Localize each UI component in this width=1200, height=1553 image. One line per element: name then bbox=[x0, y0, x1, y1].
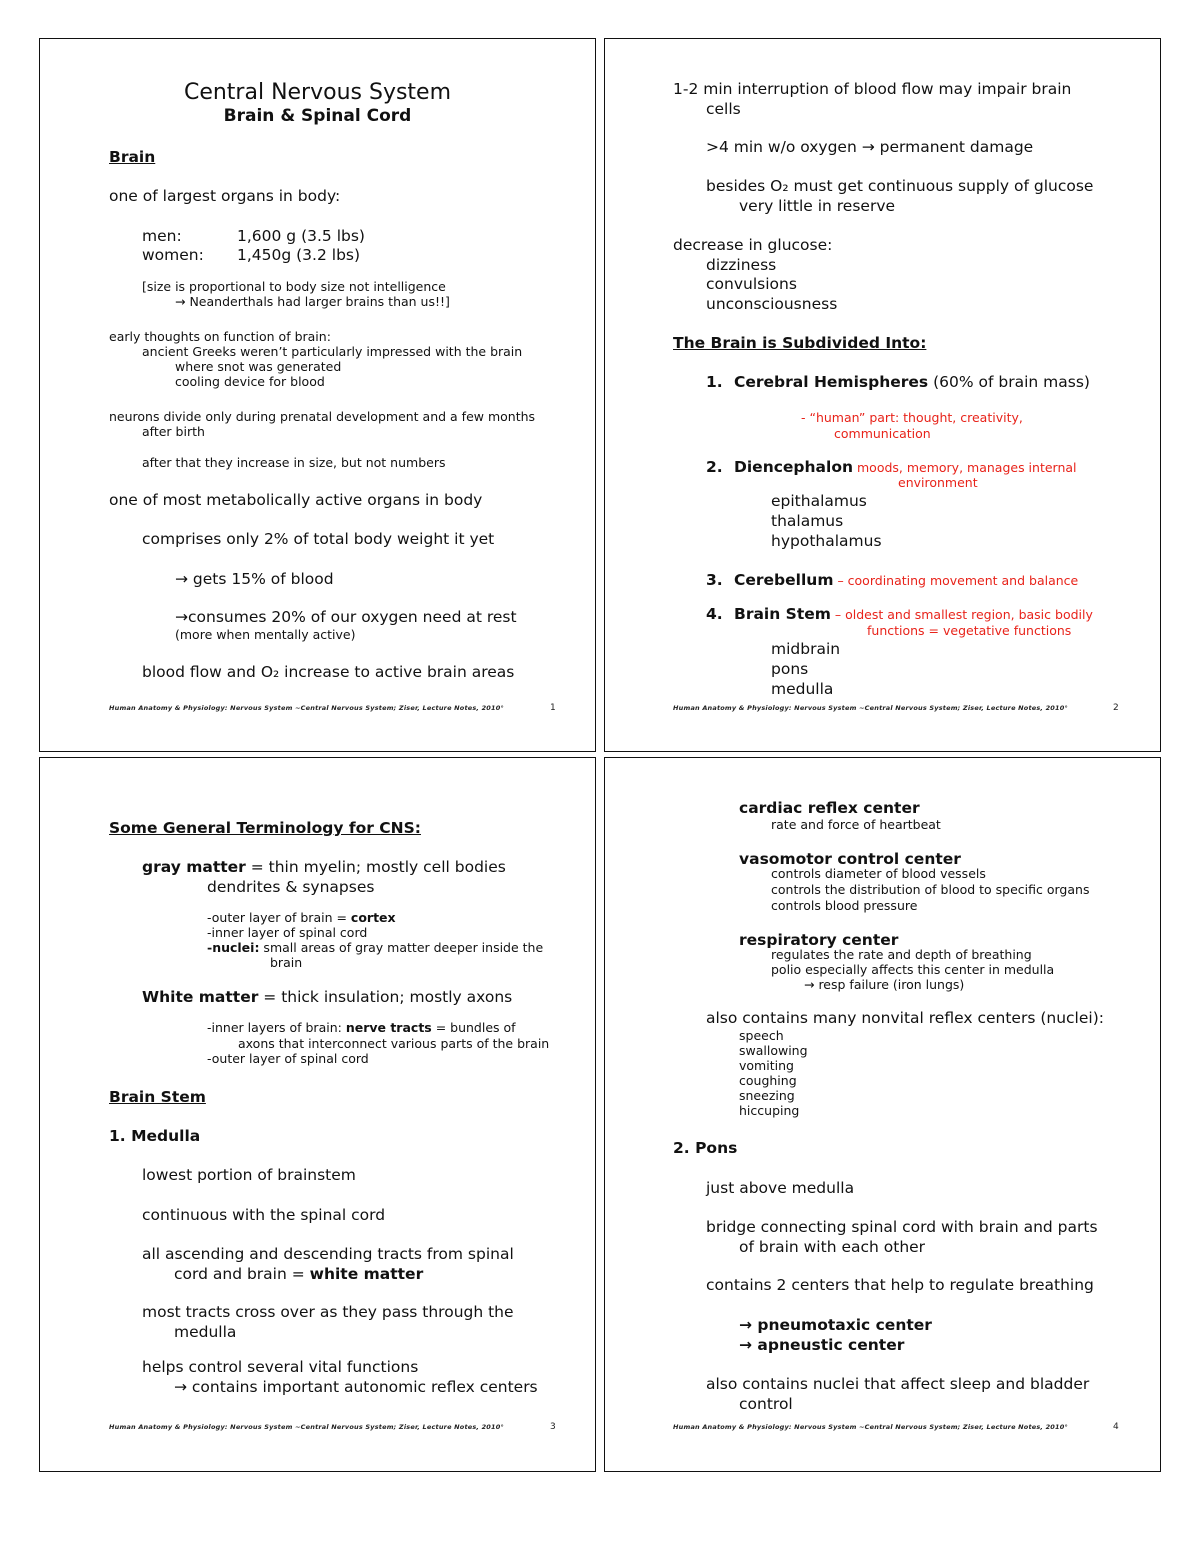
text-line: cells bbox=[706, 100, 741, 118]
list-item-detail: (60% of brain mass) bbox=[928, 373, 1090, 391]
gray-matter-line bbox=[142, 858, 506, 876]
list-item-title: Diencephalon bbox=[734, 458, 854, 476]
term: white matter bbox=[309, 1265, 424, 1283]
text-line: all ascending and descending tracts from spinal bbox=[142, 1245, 514, 1263]
text-line: -outer layer of spinal cord bbox=[207, 1051, 369, 1066]
red-note: moods, memory, manages internal bbox=[853, 460, 1077, 475]
list-item-title: Cerebellum bbox=[734, 571, 834, 589]
list-number: 4. bbox=[706, 605, 723, 623]
text-line: where snot was generated bbox=[175, 359, 342, 374]
text-line: axons that interconnect various parts of the brain bbox=[238, 1036, 550, 1051]
text-line: very little in reserve bbox=[739, 197, 896, 215]
list-item: sneezing bbox=[739, 1088, 795, 1103]
page-number: 3 bbox=[550, 1422, 556, 1432]
text-line: rate and force of heartbeat bbox=[771, 817, 941, 832]
center-heading: cardiac reflex center bbox=[739, 799, 920, 817]
text-line: unconsciousness bbox=[706, 295, 838, 313]
red-note: - “human” part: thought, creativity, bbox=[801, 410, 1023, 425]
text-line: regulates the rate and depth of breathing bbox=[771, 947, 1032, 962]
text-line: [size is proportional to body size not intelligence bbox=[142, 279, 446, 294]
text-line: -inner layer of spinal cord bbox=[207, 925, 368, 940]
center-heading: vasomotor control center bbox=[739, 850, 961, 868]
section-heading-brain: Brain bbox=[109, 148, 156, 166]
men-label: men: bbox=[142, 227, 182, 245]
red-note: – coordinating movement and balance bbox=[833, 573, 1079, 588]
text-line: midbrain bbox=[771, 640, 841, 658]
list-item-title: Cerebral Hemispheres bbox=[734, 373, 929, 391]
text-line: dendrites & synapses bbox=[207, 878, 375, 896]
center-item: → apneustic center bbox=[739, 1336, 905, 1354]
slide-title: Central Nervous System bbox=[183, 80, 452, 105]
section-heading-subdivided: The Brain is Subdivided Into: bbox=[673, 334, 927, 352]
term: -nuclei: bbox=[207, 940, 260, 955]
page-number: 4 bbox=[1113, 1422, 1119, 1432]
list-number: 3. bbox=[706, 571, 723, 589]
text-part: cord and brain = bbox=[174, 1265, 310, 1283]
list-item: coughing bbox=[739, 1073, 797, 1088]
text-line: >4 min w/o oxygen → permanent damage bbox=[706, 138, 1034, 156]
text-line bbox=[174, 1265, 423, 1283]
term: White matter bbox=[142, 988, 259, 1006]
slide-footer: Human Anatomy & Physiology: Nervous System ~Central Nervous System; Ziser, Lecture Notes, 2010° bbox=[673, 1423, 1068, 1431]
text-line: after that they increase in size, but not numbers bbox=[142, 455, 446, 470]
text-line: besides O₂ must get continuous supply of glucose bbox=[706, 177, 1094, 195]
term: nerve tracts bbox=[345, 1020, 432, 1035]
text-line: hypothalamus bbox=[771, 532, 882, 550]
text-line: dizziness bbox=[706, 256, 777, 274]
text-part: = bundles of bbox=[431, 1020, 516, 1035]
list-item-cerebral bbox=[734, 373, 1090, 391]
slide-1 bbox=[39, 38, 596, 752]
text-line: bridge connecting spinal cord with brain and parts bbox=[706, 1218, 1098, 1236]
text-line: also contains many nonvital reflex centers (nuclei): bbox=[706, 1009, 1104, 1027]
text-part: -inner layers of brain: bbox=[207, 1020, 346, 1035]
text-line: controls diameter of blood vessels bbox=[771, 866, 986, 881]
list-item-title: Brain Stem bbox=[734, 605, 831, 623]
text-line: → Neanderthals had larger brains than us!!] bbox=[175, 294, 450, 309]
slide-footer: Human Anatomy & Physiology: Nervous System ~Central Nervous System; Ziser, Lecture Notes, 2010° bbox=[109, 704, 504, 712]
text-line: 1-2 min interruption of blood flow may impair brain bbox=[673, 80, 1072, 98]
list-number: 2. bbox=[706, 458, 723, 476]
text-line: one of largest organs in body: bbox=[109, 187, 341, 205]
section-heading-medulla: 1. Medulla bbox=[109, 1127, 201, 1145]
text-line: → gets 15% of blood bbox=[175, 570, 334, 588]
list-item: hiccuping bbox=[739, 1103, 800, 1118]
list-item-cerebellum bbox=[734, 571, 1078, 590]
text-line: controls the distribution of blood to specific organs bbox=[771, 882, 1090, 897]
red-note: – oldest and smallest region, basic bodily bbox=[830, 607, 1093, 622]
text-part: small areas of gray matter deeper inside the bbox=[259, 940, 544, 955]
list-number: 1. bbox=[706, 373, 723, 391]
slide-2 bbox=[604, 38, 1161, 752]
women-label: women: bbox=[142, 246, 204, 264]
text-line bbox=[207, 911, 396, 926]
slide-footer: Human Anatomy & Physiology: Nervous System ~Central Nervous System; Ziser, Lecture Notes, 2010° bbox=[109, 1423, 504, 1431]
text-line: also contains nuclei that affect sleep and bladder bbox=[706, 1375, 1090, 1393]
text-line: epithalamus bbox=[771, 492, 867, 510]
red-note: environment bbox=[898, 475, 978, 490]
definition: = thick insulation; mostly axons bbox=[258, 988, 513, 1006]
red-note: communication bbox=[834, 426, 931, 441]
slide-footer: Human Anatomy & Physiology: Nervous System ~Central Nervous System; Ziser, Lecture Notes, 2010° bbox=[673, 704, 1068, 712]
section-heading-pons: 2. Pons bbox=[673, 1139, 738, 1157]
text-line: helps control several vital functions bbox=[142, 1358, 419, 1376]
red-note: functions = vegetative functions bbox=[867, 623, 1072, 638]
text-line bbox=[207, 941, 543, 956]
section-heading-brain-stem: Brain Stem bbox=[109, 1088, 206, 1106]
text-line: neurons divide only during prenatal development and a few months bbox=[109, 409, 536, 424]
list-item: swallowing bbox=[739, 1043, 808, 1058]
text-line: most tracts cross over as they pass through the bbox=[142, 1303, 514, 1321]
text-line: continuous with the spinal cord bbox=[142, 1206, 386, 1224]
text-line: decrease in glucose: bbox=[673, 236, 833, 254]
text-line: polio especially affects this center in medulla bbox=[771, 962, 1055, 977]
text-line: just above medulla bbox=[706, 1179, 855, 1197]
slide-3 bbox=[39, 757, 596, 1472]
text-line: blood flow and O₂ increase to active brain areas bbox=[142, 663, 515, 681]
text-line: convulsions bbox=[706, 275, 797, 293]
text-line bbox=[207, 1021, 516, 1036]
text-line: of brain with each other bbox=[739, 1238, 926, 1256]
slide-4 bbox=[604, 757, 1161, 1472]
page-number: 1 bbox=[550, 703, 556, 713]
list-item: vomiting bbox=[739, 1058, 794, 1073]
center-item: → pneumotaxic center bbox=[739, 1316, 932, 1334]
text-line: brain bbox=[270, 955, 303, 970]
slide-subtitle: Brain & Spinal Cord bbox=[223, 106, 412, 126]
text-part: -outer layer of brain = bbox=[207, 910, 351, 925]
definition: = thin myelin; mostly cell bodies bbox=[245, 858, 506, 876]
white-matter-line bbox=[142, 988, 512, 1006]
text-line: lowest portion of brainstem bbox=[142, 1166, 356, 1184]
text-line: after birth bbox=[142, 424, 205, 439]
text-line: control bbox=[739, 1395, 793, 1413]
text-line: →consumes 20% of our oxygen need at rest bbox=[175, 608, 517, 626]
term: gray matter bbox=[142, 858, 246, 876]
text-line: thalamus bbox=[771, 512, 844, 530]
text-line: contains 2 centers that help to regulate breathing bbox=[706, 1276, 1094, 1294]
list-item-brain-stem bbox=[734, 605, 1093, 624]
page-number: 2 bbox=[1113, 703, 1119, 713]
text-line: medulla bbox=[771, 680, 834, 698]
center-heading: respiratory center bbox=[739, 931, 899, 949]
text-line: → resp failure (iron lungs) bbox=[804, 977, 965, 992]
text-line: controls blood pressure bbox=[771, 898, 918, 913]
men-value: 1,600 g (3.5 lbs) bbox=[237, 227, 365, 245]
section-heading-terminology: Some General Terminology for CNS: bbox=[109, 819, 421, 837]
term: cortex bbox=[350, 910, 396, 925]
text-line: medulla bbox=[174, 1323, 237, 1341]
text-line: one of most metabolically active organs in body bbox=[109, 491, 483, 509]
text-line: early thoughts on function of brain: bbox=[109, 329, 331, 344]
women-value: 1,450g (3.2 lbs) bbox=[237, 246, 361, 264]
list-item: speech bbox=[739, 1028, 784, 1043]
text-line: cooling device for blood bbox=[175, 374, 325, 389]
text-line: comprises only 2% of total body weight it yet bbox=[142, 530, 495, 548]
text-line: ancient Greeks weren’t particularly impressed with the brain bbox=[142, 344, 523, 359]
text-line: pons bbox=[771, 660, 809, 678]
text-line: → contains important autonomic reflex centers bbox=[174, 1378, 538, 1396]
text-line: (more when mentally active) bbox=[175, 627, 356, 642]
